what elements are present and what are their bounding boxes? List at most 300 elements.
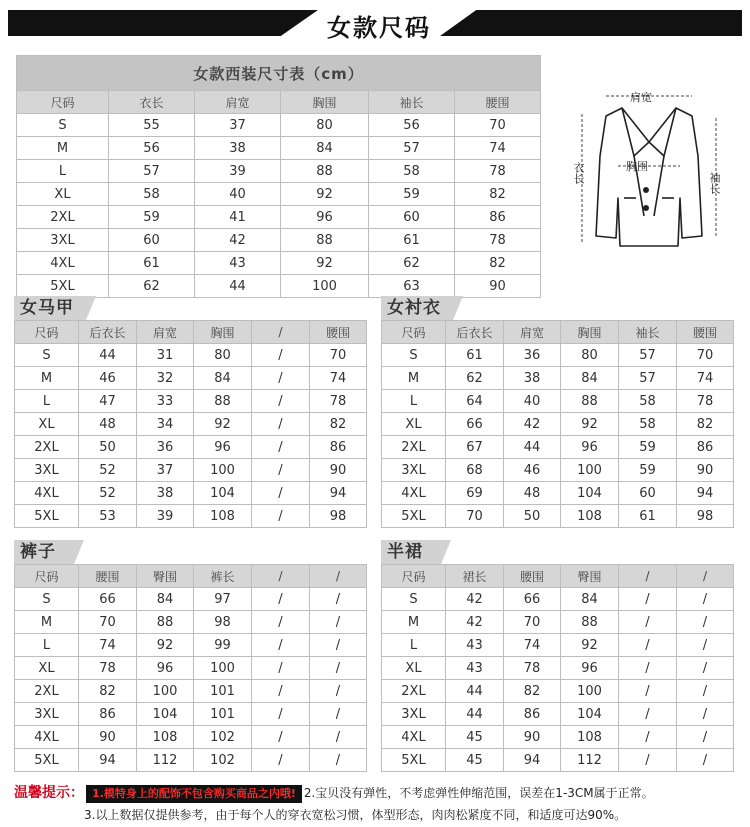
table-cell: 36: [504, 344, 561, 367]
column-header: 腰围: [455, 91, 541, 114]
table-cell: 39: [137, 505, 194, 528]
table-cell: 96: [561, 657, 619, 680]
table-cell: /: [310, 749, 367, 772]
table-row: [382, 657, 734, 680]
table-cell: 84: [281, 137, 369, 160]
table-cell: 37: [137, 459, 194, 482]
table-cell: /: [252, 657, 310, 680]
table-row: [17, 160, 541, 183]
table-cell: XL: [15, 657, 79, 680]
table-header-row: [382, 565, 734, 588]
table-cell: 70: [79, 611, 137, 634]
table-row: [17, 206, 541, 229]
table-cell: 38: [504, 367, 561, 390]
table-cell: 62: [109, 275, 195, 298]
table-cell: 78: [504, 657, 561, 680]
table-cell: 84: [561, 588, 619, 611]
table-cell: /: [677, 703, 734, 726]
table-cell: M: [382, 611, 446, 634]
table-cell: 33: [137, 390, 194, 413]
table-cell: 104: [561, 482, 619, 505]
table-cell: 59: [619, 436, 677, 459]
table-cell: 86: [504, 703, 561, 726]
table-cell: 86: [455, 206, 541, 229]
column-header: 臀围: [137, 565, 194, 588]
table-cell: 90: [79, 726, 137, 749]
skirt-size-table: [381, 564, 734, 772]
table-cell: 46: [504, 459, 561, 482]
title-banner: [0, 0, 750, 48]
table-cell: 45: [446, 726, 504, 749]
jacket-measurement-diagram: [560, 86, 730, 256]
table-cell: 70: [504, 611, 561, 634]
table-cell: M: [17, 137, 109, 160]
table-cell: L: [15, 634, 79, 657]
table-cell: 43: [446, 634, 504, 657]
table-cell: 57: [109, 160, 195, 183]
column-header: 腰围: [79, 565, 137, 588]
table-cell: 47: [79, 390, 137, 413]
table-cell: 94: [504, 749, 561, 772]
vest-size-table: [14, 320, 367, 528]
table-row: [17, 275, 541, 298]
table-cell: 96: [281, 206, 369, 229]
table-cell: 82: [504, 680, 561, 703]
table-cell: 84: [194, 367, 252, 390]
column-header: 尺码: [15, 321, 79, 344]
table-row: [382, 482, 734, 505]
table-row: [382, 390, 734, 413]
table-cell: 63: [369, 275, 455, 298]
table-cell: XL: [382, 413, 446, 436]
column-header: 裙长: [446, 565, 504, 588]
table-cell: 37: [195, 114, 281, 137]
table-cell: 92: [561, 634, 619, 657]
table-cell: 112: [137, 749, 194, 772]
column-header: 腰围: [504, 565, 561, 588]
table-cell: /: [310, 588, 367, 611]
table-cell: 60: [109, 229, 195, 252]
table-cell: 100: [281, 275, 369, 298]
table-cell: 61: [619, 505, 677, 528]
table-header-row: [15, 565, 367, 588]
table-row: [382, 634, 734, 657]
table-row: [382, 749, 734, 772]
table-cell: 44: [446, 680, 504, 703]
table-cell: 88: [561, 390, 619, 413]
table-cell: 82: [455, 183, 541, 206]
table-cell: 82: [79, 680, 137, 703]
table-cell: 44: [446, 703, 504, 726]
table-header-row: [382, 321, 734, 344]
table-cell: 96: [561, 436, 619, 459]
table-cell: /: [252, 459, 310, 482]
table-cell: 70: [310, 344, 367, 367]
table-cell: 86: [310, 436, 367, 459]
table-cell: 82: [310, 413, 367, 436]
table-cell: 98: [310, 505, 367, 528]
table-cell: /: [310, 703, 367, 726]
table-row: [17, 137, 541, 160]
table-cell: 68: [446, 459, 504, 482]
table-row: [15, 436, 367, 459]
table-cell: /: [619, 680, 677, 703]
column-header: 肩宽: [137, 321, 194, 344]
table-row: [382, 703, 734, 726]
table-cell: 44: [195, 275, 281, 298]
column-header: 肩宽: [504, 321, 561, 344]
table-cell: 100: [194, 657, 252, 680]
column-header: 袖长: [619, 321, 677, 344]
table-cell: 40: [195, 183, 281, 206]
table-cell: /: [677, 749, 734, 772]
table-cell: 80: [281, 114, 369, 137]
column-header: 衣长: [109, 91, 195, 114]
column-header: 袖长: [369, 91, 455, 114]
table-cell: 94: [677, 482, 734, 505]
table-cell: /: [619, 634, 677, 657]
table-cell: /: [252, 505, 310, 528]
table-cell: 74: [79, 634, 137, 657]
column-header: 胸围: [561, 321, 619, 344]
note-reference: 3.以上数据仅提供参考，由于每个人的穿衣宽松习惯，体型形态，肉肉松紧度不同，和适度可达90%。: [84, 808, 627, 822]
table-cell: 43: [446, 657, 504, 680]
pants-size-table: [14, 564, 367, 772]
table-cell: /: [310, 726, 367, 749]
table-cell: 101: [194, 680, 252, 703]
table-cell: 90: [504, 726, 561, 749]
table-row: [15, 703, 367, 726]
table-cell: 52: [79, 482, 137, 505]
vest-table-body: [15, 321, 367, 528]
table-cell: /: [310, 680, 367, 703]
table-cell: 61: [369, 229, 455, 252]
diagram-length-label: 衣长: [572, 162, 585, 184]
table-cell: 42: [195, 229, 281, 252]
table-cell: 101: [194, 703, 252, 726]
table-cell: 48: [79, 413, 137, 436]
table-cell: 5XL: [15, 749, 79, 772]
table-cell: 61: [446, 344, 504, 367]
column-header: 后衣长: [446, 321, 504, 344]
table-cell: L: [382, 634, 446, 657]
pants-section-tag: 裤子: [14, 540, 74, 564]
table-cell: 4XL: [15, 482, 79, 505]
table-cell: /: [252, 726, 310, 749]
table-cell: 88: [281, 160, 369, 183]
table-cell: 96: [194, 436, 252, 459]
table-header-row: [15, 321, 367, 344]
table-cell: 94: [79, 749, 137, 772]
table-cell: 108: [194, 505, 252, 528]
table-cell: XL: [17, 183, 109, 206]
table-cell: 102: [194, 726, 252, 749]
table-cell: 42: [446, 588, 504, 611]
table-cell: 74: [455, 137, 541, 160]
table-row: [382, 726, 734, 749]
table-row: [382, 588, 734, 611]
table-cell: 78: [677, 390, 734, 413]
note-elasticity: 2.宝贝没有弹性，不考虑弹性伸缩范围，误差在1-3CM属于正常。: [303, 786, 654, 800]
table-cell: /: [252, 367, 310, 390]
table-cell: 100: [561, 680, 619, 703]
diagram-shoulder-label: 肩宽: [630, 91, 652, 104]
table-cell: /: [252, 413, 310, 436]
column-header: 胸围: [281, 91, 369, 114]
column-header: 腰围: [310, 321, 367, 344]
table-cell: 99: [194, 634, 252, 657]
table-cell: 36: [137, 436, 194, 459]
table-row: [382, 505, 734, 528]
table-cell: /: [677, 657, 734, 680]
table-cell: L: [17, 160, 109, 183]
table-cell: L: [15, 390, 79, 413]
table-cell: 67: [446, 436, 504, 459]
blouse-size-table: [381, 320, 734, 528]
table-cell: S: [15, 588, 79, 611]
table-cell: 4XL: [17, 252, 109, 275]
table-cell: 45: [446, 749, 504, 772]
table-cell: 62: [369, 252, 455, 275]
table-cell: 42: [504, 413, 561, 436]
table-cell: 38: [137, 482, 194, 505]
table-cell: 108: [137, 726, 194, 749]
column-header: /: [252, 565, 310, 588]
table-cell: /: [619, 749, 677, 772]
table-cell: 88: [561, 611, 619, 634]
table-cell: /: [619, 657, 677, 680]
blouse-table-body: [382, 321, 734, 528]
table-cell: 32: [137, 367, 194, 390]
table-cell: 61: [109, 252, 195, 275]
table-cell: 5XL: [15, 505, 79, 528]
table-cell: 2XL: [17, 206, 109, 229]
table-cell: 84: [137, 588, 194, 611]
table-cell: 78: [79, 657, 137, 680]
table-cell: 38: [195, 137, 281, 160]
blouse-section-tag: 女衬衣: [381, 296, 453, 320]
table-cell: 3XL: [382, 703, 446, 726]
table-cell: 90: [310, 459, 367, 482]
table-cell: M: [15, 611, 79, 634]
table-cell: 70: [455, 114, 541, 137]
table-cell: 82: [455, 252, 541, 275]
table-cell: 56: [369, 114, 455, 137]
table-cell: 80: [561, 344, 619, 367]
table-cell: 3XL: [17, 229, 109, 252]
table-cell: S: [382, 588, 446, 611]
table-row: [382, 611, 734, 634]
table-cell: 58: [369, 160, 455, 183]
table-cell: 74: [504, 634, 561, 657]
table-cell: 3XL: [15, 459, 79, 482]
table-cell: 66: [446, 413, 504, 436]
table-cell: 112: [561, 749, 619, 772]
table-cell: S: [15, 344, 79, 367]
table-cell: 44: [504, 436, 561, 459]
skirt-table-body: [382, 565, 734, 772]
table-cell: 70: [446, 505, 504, 528]
table-cell: /: [619, 703, 677, 726]
column-header: 尺码: [382, 321, 446, 344]
table-cell: 94: [310, 482, 367, 505]
table-cell: 31: [137, 344, 194, 367]
table-cell: M: [382, 367, 446, 390]
table-cell: /: [252, 390, 310, 413]
banner-bar-right: [440, 10, 742, 36]
table-row: [382, 436, 734, 459]
table-row: [382, 413, 734, 436]
table-cell: 50: [79, 436, 137, 459]
table-cell: /: [677, 611, 734, 634]
table-cell: /: [252, 634, 310, 657]
table-cell: 5XL: [382, 505, 446, 528]
table-cell: /: [252, 749, 310, 772]
table-cell: 60: [369, 206, 455, 229]
pants-table-body: [15, 565, 367, 772]
note-accessories-warning: 1.模特身上的配饰不包含购买商品之内哦!: [86, 785, 302, 803]
table-cell: 59: [109, 206, 195, 229]
table-cell: /: [310, 657, 367, 680]
table-cell: 92: [194, 413, 252, 436]
table-cell: 82: [677, 413, 734, 436]
table-row: [382, 344, 734, 367]
table-cell: 86: [79, 703, 137, 726]
suit-size-table: [16, 55, 541, 298]
table-cell: 57: [369, 137, 455, 160]
table-cell: /: [310, 634, 367, 657]
table-cell: L: [382, 390, 446, 413]
page-title: 女款尺码: [327, 14, 431, 42]
table-cell: 70: [677, 344, 734, 367]
table-cell: /: [619, 588, 677, 611]
table-cell: 92: [281, 252, 369, 275]
column-header: 胸围: [194, 321, 252, 344]
column-header: /: [310, 565, 367, 588]
table-row: [15, 390, 367, 413]
table-cell: 2XL: [382, 680, 446, 703]
table-cell: 41: [195, 206, 281, 229]
table-cell: 52: [79, 459, 137, 482]
table-cell: 102: [194, 749, 252, 772]
table-row: [15, 367, 367, 390]
table-cell: 50: [504, 505, 561, 528]
column-header: 裤长: [194, 565, 252, 588]
table-cell: 96: [137, 657, 194, 680]
table-cell: 48: [504, 482, 561, 505]
vest-section-tag: 女马甲: [14, 296, 86, 320]
table-row: [15, 680, 367, 703]
table-cell: 86: [677, 436, 734, 459]
table-cell: /: [252, 344, 310, 367]
table-cell: 90: [455, 275, 541, 298]
table-cell: 4XL: [15, 726, 79, 749]
table-cell: 98: [194, 611, 252, 634]
table-cell: M: [15, 367, 79, 390]
column-header: /: [252, 321, 310, 344]
table-row: [17, 229, 541, 252]
table-cell: 78: [455, 160, 541, 183]
table-cell: 62: [446, 367, 504, 390]
column-header: 尺码: [382, 565, 446, 588]
table-cell: 90: [677, 459, 734, 482]
table-row: [15, 657, 367, 680]
suit-caption: 女款西装尺寸表（cm）: [17, 56, 541, 91]
table-cell: 2XL: [382, 436, 446, 459]
table-cell: XL: [382, 657, 446, 680]
column-header: /: [677, 565, 734, 588]
banner-bar-left: [8, 10, 318, 36]
table-cell: 88: [137, 611, 194, 634]
table-cell: /: [677, 634, 734, 657]
table-cell: XL: [15, 413, 79, 436]
table-cell: 108: [561, 505, 619, 528]
table-cell: 57: [619, 367, 677, 390]
table-cell: 46: [79, 367, 137, 390]
column-header: 后衣长: [79, 321, 137, 344]
table-cell: 78: [455, 229, 541, 252]
table-cell: 59: [369, 183, 455, 206]
table-cell: 53: [79, 505, 137, 528]
table-row: [382, 459, 734, 482]
table-cell: 58: [619, 390, 677, 413]
table-cell: 58: [619, 413, 677, 436]
table-cell: 98: [677, 505, 734, 528]
table-cell: 40: [504, 390, 561, 413]
table-cell: 104: [137, 703, 194, 726]
table-row: [17, 183, 541, 206]
table-cell: 2XL: [15, 680, 79, 703]
table-cell: 74: [310, 367, 367, 390]
table-cell: 3XL: [15, 703, 79, 726]
notes-label: 温馨提示：: [14, 785, 84, 801]
table-cell: 55: [109, 114, 195, 137]
table-cell: 58: [109, 183, 195, 206]
table-cell: /: [252, 588, 310, 611]
table-cell: 80: [194, 344, 252, 367]
table-cell: /: [677, 680, 734, 703]
table-cell: /: [252, 482, 310, 505]
table-row: [15, 505, 367, 528]
table-cell: 104: [194, 482, 252, 505]
table-cell: 74: [677, 367, 734, 390]
column-header: 尺码: [15, 565, 79, 588]
table-cell: S: [382, 344, 446, 367]
table-row: [15, 344, 367, 367]
table-cell: 66: [504, 588, 561, 611]
table-row: [15, 588, 367, 611]
table-cell: 3XL: [382, 459, 446, 482]
table-cell: 43: [195, 252, 281, 275]
table-cell: 39: [195, 160, 281, 183]
table-cell: 42: [446, 611, 504, 634]
column-header: 腰围: [677, 321, 734, 344]
table-row: [15, 459, 367, 482]
table-row: [15, 413, 367, 436]
table-cell: /: [252, 611, 310, 634]
diagram-chest-label: 胸围: [626, 160, 648, 173]
table-cell: 5XL: [17, 275, 109, 298]
table-cell: 56: [109, 137, 195, 160]
table-cell: 92: [137, 634, 194, 657]
column-header: 臀围: [561, 565, 619, 588]
table-cell: 64: [446, 390, 504, 413]
table-cell: /: [310, 611, 367, 634]
table-row: [15, 482, 367, 505]
table-cell: 4XL: [382, 726, 446, 749]
table-cell: /: [252, 703, 310, 726]
table-cell: 92: [281, 183, 369, 206]
